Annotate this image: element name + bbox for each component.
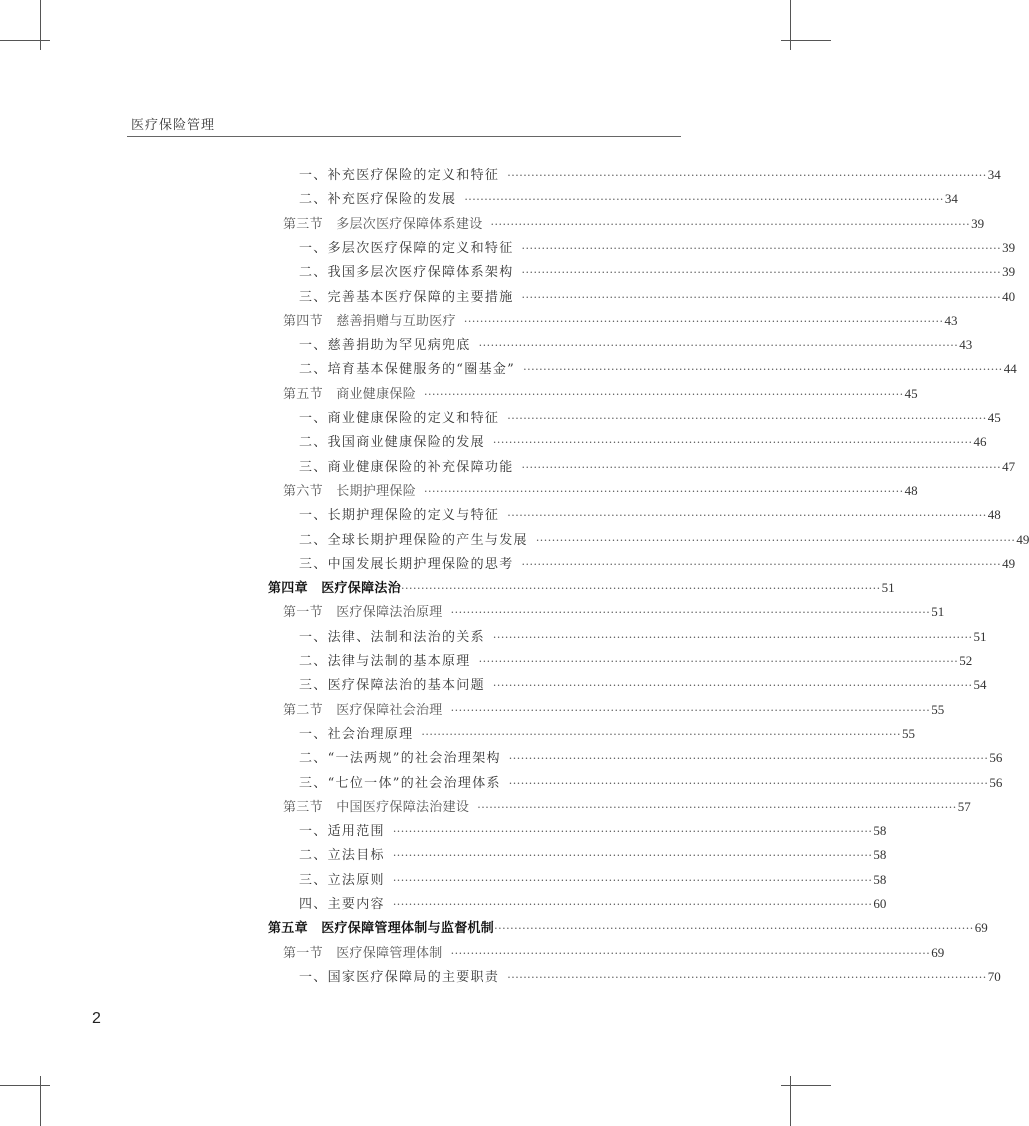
toc-entry-label: 第五章 医疗保障管理体制与监督机制	[268, 920, 495, 936]
toc-entry-item[interactable]	[299, 554, 1016, 574]
toc-entry-page-number: 39	[1002, 239, 1016, 255]
toc-entry-section[interactable]	[283, 214, 985, 234]
crop-mark-bottom-left-v	[40, 1076, 41, 1126]
toc-entry-page-number: 34	[987, 167, 1001, 182]
toc-entry-page-number: 54	[973, 677, 987, 693]
toc-entry-page-number: 58	[873, 871, 887, 887]
toc-entry-label: 一、补充医疗保险的定义和特征	[299, 168, 500, 183]
running-header-title: 医疗保险管理	[131, 118, 216, 133]
toc-entry-label: 一、长期护理保险的定义与特征	[299, 508, 500, 524]
toc-dot-leader: ························································································································	[392, 825, 873, 839]
page-number: 2	[92, 1010, 101, 1027]
toc-entry-page-number: 69	[931, 944, 945, 960]
crop-mark-bottom-left-h	[0, 1085, 50, 1086]
toc-dot-leader: ························································································································	[464, 193, 944, 207]
toc-entry-section[interactable]	[283, 384, 918, 404]
toc-entry-label: 第三节 中国医疗保障法治建设	[283, 798, 470, 814]
toc-entry-page-number: 70	[987, 968, 1001, 984]
toc-entry-page-number: 47	[1002, 458, 1016, 474]
toc-entry-item[interactable]	[299, 359, 1017, 379]
toc-entry-item[interactable]	[299, 530, 1029, 550]
toc-entry-label: 二、培育基本保健服务的“圈基金”	[299, 362, 516, 378]
toc-entry-label: 第五节 商业健康保险	[283, 385, 417, 401]
toc-entry-label: 三、中国发展长期护理保险的思考	[299, 556, 514, 572]
toc-entry-page-number: 51	[973, 628, 987, 644]
toc-entry-page-number: 56	[989, 774, 1003, 790]
toc-entry-page-number: 56	[989, 750, 1003, 766]
toc-entry-page-number: 51	[881, 580, 895, 596]
toc-entry-item[interactable]	[299, 189, 958, 209]
toc-entry-item[interactable]	[299, 845, 887, 865]
toc-entry-label: 二、我国多层次医疗保障体系架构	[299, 265, 514, 281]
toc-dot-leader: ························································································································	[507, 412, 987, 425]
toc-dot-leader: ························································································································	[521, 460, 1002, 474]
toc-dot-leader: ························································································································	[450, 946, 931, 960]
toc-entry-label: 四、主要内容	[299, 897, 385, 912]
toc-entry-item[interactable]	[299, 821, 887, 841]
crop-mark-top-right-v	[790, 0, 791, 50]
toc-entry-label: 三、“七位一体”的社会治理体系	[299, 775, 501, 791]
toc-entry-section[interactable]	[283, 943, 945, 963]
toc-entry-page-number: 57	[957, 798, 971, 814]
toc-dot-leader: ························································································································	[477, 800, 957, 814]
crop-mark-top-left-v	[40, 0, 41, 50]
crop-mark-bottom-right-h	[781, 1085, 831, 1086]
toc-dot-leader: ························································································································	[492, 679, 973, 693]
toc-entry-label: 三、商业健康保险的补充保障功能	[299, 459, 514, 475]
crop-mark-top-left-h	[0, 40, 50, 41]
toc-entry-page-number: 43	[944, 312, 958, 328]
toc-entry-page-number: 52	[959, 653, 973, 668]
toc-entry-label: 第一节 医疗保障法治原理	[283, 604, 443, 620]
toc-entry-page-number: 55	[902, 725, 915, 741]
toc-entry-item[interactable]	[299, 262, 1016, 282]
toc-dot-leader: ························································································································	[521, 290, 1002, 304]
toc-entry-page-number: 49	[1016, 531, 1029, 547]
toc-entry-item[interactable]	[299, 675, 987, 695]
crop-mark-bottom-right-v	[790, 1076, 791, 1126]
toc-entry-chapter[interactable]	[268, 578, 895, 598]
toc-entry-page-number: 58	[873, 847, 887, 863]
toc-entry-item[interactable]	[299, 432, 987, 452]
toc-entry-label: 二、补充医疗保险的发展	[299, 192, 457, 208]
toc-entry-page-number: 48	[987, 507, 1001, 523]
toc-dot-leader: ························································································································	[392, 898, 873, 911]
toc-entry-page-number: 48	[904, 482, 918, 498]
toc-entry-item[interactable]	[299, 505, 1001, 525]
toc-entry-page-number: 58	[873, 823, 887, 839]
toc-dot-leader: ························································································································	[507, 509, 987, 523]
toc-entry-label: 第四节 慈善捐赠与互助医疗	[283, 312, 456, 328]
toc-entry-section[interactable]	[283, 602, 945, 622]
toc-dot-leader: ························································································································	[424, 484, 904, 498]
toc-entry-page-number: 39	[1002, 264, 1016, 280]
toc-dot-leader: ························································································································	[424, 387, 904, 401]
toc-entry-item[interactable]	[299, 457, 1016, 477]
toc-dot-leader: ························································································································	[508, 752, 989, 766]
toc-dot-leader: ························································································································	[392, 849, 873, 863]
toc-entry-label: 一、商业健康保险的定义和特征	[299, 411, 500, 426]
toc-dot-leader: ························································································································	[490, 217, 971, 231]
header-rule	[127, 136, 681, 137]
toc-dot-leader: ························································································································	[478, 655, 959, 668]
toc-entry-page-number: 45	[987, 410, 1001, 425]
toc-dot-leader: ························································································································	[392, 873, 873, 887]
toc-dot-leader: ························································································································	[401, 582, 881, 596]
toc-dot-leader: ························································································································	[494, 922, 974, 936]
toc-entry-label: 二、法律与法制的基本原理	[299, 654, 471, 669]
toc-entry-page-number: 51	[931, 604, 945, 620]
toc-dot-leader: ························································································································	[523, 363, 1003, 377]
toc-entry-section[interactable]	[283, 700, 945, 720]
toc-entry-label: 第二节 医疗保障社会治理	[283, 701, 443, 717]
toc-entry-page-number: 34	[944, 191, 958, 207]
toc-entry-label: 三、医疗保障法治的基本问题	[299, 678, 485, 694]
toc-entry-section[interactable]	[283, 481, 918, 501]
toc-entry-label: 第四章 医疗保障法治	[268, 580, 402, 596]
toc-entry-item[interactable]	[299, 748, 1003, 768]
toc-dot-leader: ························································································································	[450, 703, 931, 717]
toc-entry-page-number: 39	[971, 215, 985, 231]
toc-dot-leader: ························································································································	[507, 970, 987, 984]
toc-dot-leader: ························································································································	[450, 606, 931, 620]
toc-entry-label: 第六节 长期护理保险	[283, 482, 417, 498]
toc-entry-label: 三、完善基本医疗保障的主要措施	[299, 289, 514, 305]
toc-entry-section[interactable]	[283, 311, 958, 331]
toc-entry-item[interactable]	[299, 238, 1016, 258]
toc-entry-label: 二、“一法两规”的社会治理架构	[299, 751, 501, 767]
toc-entry-section[interactable]	[283, 797, 971, 817]
toc-entry-item[interactable]	[299, 335, 973, 355]
toc-entry-label: 一、慈善捐助为罕见病兜底	[299, 338, 471, 354]
toc-dot-leader: ························································································································	[521, 557, 1002, 571]
toc-entry-page-number: 46	[973, 434, 987, 450]
toc-dot-leader: ························································································································	[421, 727, 901, 741]
toc-dot-leader: ························································································································	[478, 339, 959, 353]
toc-entry-label: 一、社会治理原理	[299, 726, 414, 742]
toc-entry-item[interactable]	[299, 165, 1001, 185]
toc-entry-page-number: 69	[974, 920, 988, 936]
toc-entry-item[interactable]	[299, 870, 887, 890]
toc-entry-page-number: 60	[873, 896, 887, 911]
toc-entry-label: 第一节 医疗保障管理体制	[283, 944, 443, 960]
toc-dot-leader: ························································································································	[463, 314, 944, 328]
crop-mark-top-right-h	[781, 40, 831, 41]
toc-entry-item[interactable]	[299, 894, 887, 914]
toc-entry-page-number: 43	[959, 337, 973, 353]
toc-entry-chapter[interactable]	[268, 918, 988, 938]
toc-dot-leader: ························································································································	[508, 776, 989, 790]
toc-dot-leader: ························································································································	[521, 241, 1002, 255]
toc-entry-label: 二、立法目标	[299, 848, 385, 864]
toc-entry-item[interactable]	[299, 724, 915, 744]
toc-entry-page-number: 55	[931, 701, 945, 717]
toc-entry-label: 三、立法原则	[299, 872, 385, 888]
toc-entry-label: 二、我国商业健康保险的发展	[299, 435, 485, 451]
toc-entry-item[interactable]	[299, 967, 1001, 987]
toc-entry-label: 一、国家医疗保障局的主要职责	[299, 969, 500, 985]
toc-entry-label: 一、适用范围	[299, 824, 385, 840]
toc-entry-page-number: 45	[904, 385, 918, 401]
toc-entry-page-number: 44	[1003, 361, 1017, 377]
toc-entry-page-number: 49	[1002, 555, 1016, 571]
toc-entry-label: 第三节 多层次医疗保障体系建设	[283, 215, 483, 231]
toc-dot-leader: ························································································································	[492, 436, 973, 450]
toc-entry-item[interactable]	[299, 408, 1001, 428]
toc-entry-label: 一、多层次医疗保障的定义和特征	[299, 240, 514, 256]
toc-entry-item[interactable]	[299, 651, 973, 671]
toc-entry-label: 二、全球长期护理保险的产生与发展	[299, 532, 528, 548]
toc-dot-leader: ························································································································	[521, 266, 1002, 280]
toc-entry-item[interactable]	[299, 627, 987, 647]
toc-entry-item[interactable]	[299, 773, 1003, 793]
toc-entry-item[interactable]	[299, 287, 1016, 307]
toc-dot-leader: ························································································································	[535, 533, 1016, 547]
toc-entry-page-number: 40	[1002, 288, 1016, 304]
toc-dot-leader: ························································································································	[507, 169, 987, 182]
toc-dot-leader: ························································································································	[492, 630, 973, 644]
toc-entry-label: 一、法律、法制和法治的关系	[299, 629, 485, 645]
